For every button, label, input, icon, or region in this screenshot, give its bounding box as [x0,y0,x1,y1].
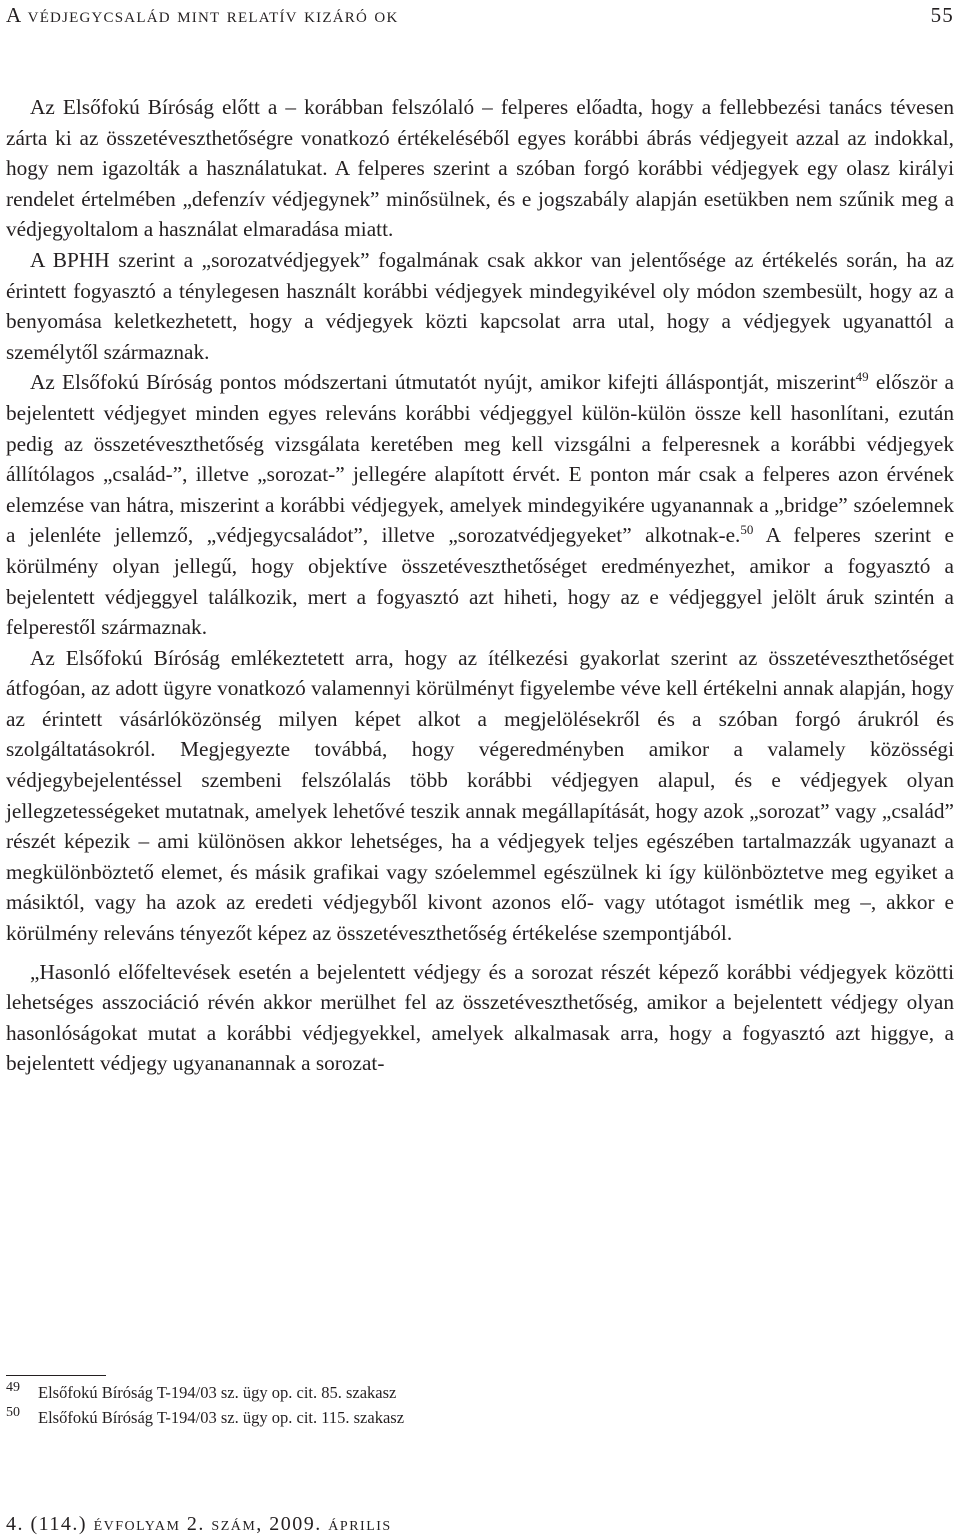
paragraph-5-quote [6,957,954,1079]
footnote-text: Elsőfokú Bíróság T-194/03 sz. ügy op. cit. 115. szakasz [38,1408,405,1427]
paragraph-2 [6,245,954,367]
footnote-50 [6,1405,706,1430]
footnotes [6,1380,706,1430]
footnote-ref-50[interactable]: 50 [740,522,754,538]
running-head [6,3,954,27]
running-head-title: A védjegycsalád mint relatív kizáró ok [6,3,399,27]
footnote-number: 49 [6,1380,20,1395]
paragraph-4 [6,643,954,949]
footnote-number: 50 [6,1405,20,1420]
paragraph-3 [6,367,954,642]
paragraph-3-text-b: először a bejelentett védjegyet minden egyes releváns korábbi védjeggyel külön-külön össze kell hasonlítani, ezután pedig az összetéveszthetőség vizsgálata keretében meg kell vizsgálni a felperesnek a korábbi védjegyek állítólagos „család-”, illetve „sorozat-” jellegére alapított érvét. E ponton már csak a felperes azon érvének elemzése van hátra, miszerint a korábbi védjegyek, amelyek mindegyikére ugyanannak a „bridge” szóelemnek a jelenléte jellemző, „védjegycsaládot”, illetve „sorozatvédjegyeket” alkotnak-e. [6,370,954,548]
footnote-49 [6,1380,706,1405]
paragraph-3-text-c: A felperes szerint e körülmény olyan jellegű, hogy objektíve összetéveszthetőséget eredményezhet, amikor a fogyasztó a bejelentett védjeggyel találkozik, mert a fogyasztó azt hiheti, hogy az e védjeggyel jelölt áruk szintén a felperestől származnak. [6,523,954,640]
paragraph-1 [6,92,954,245]
paragraph-3-text-a: Az Elsőfokú Bíróság pontos módszertani útmutatót nyújt, amikor kifejti álláspontját, miszerint [30,370,856,395]
body-text [6,92,954,1079]
page-number: 55 [930,3,954,27]
footnote-text: Elsőfokú Bíróság T-194/03 sz. ügy op. cit. 85. szakasz [38,1383,397,1402]
paragraph-2-text: A BPHH szerint a „sorozatvédjegyek” fogalmának csak akkor van jelentősége az értékelés során, ha az érintett fogyasztó a ténylegesen használt korábbi védjegyek mindegyikével oly módon szembesült, hogy az a benyomása keletkezhetett, hogy a védjegyek közti kapcsolat arra utal, hogy a védjegyek ugyanattól a személytől származnak. [6,247,954,364]
paragraph-4-text: Az Elsőfokú Bíróság emlékeztetett arra, hogy az ítélkezési gyakorlat szerint az összetéveszthetőséget átfogóan, az adott ügyre vonatkozó valamennyi körülményt figyelembe véve kell értékelni annak alapján, hogy az érintett vásárlóközönség milyen képet alkot a megjelölésekről és a szóban forgó árukról és szolgáltatásokról. Megjegyezte továbbá, hogy végeredményben amikor a valamely közösségi védjegybejelentéssel szembeni felszólalás több korábbi védjegyen alapul, és e védjegyek olyan jellegzetességeket mutatnak, amelyek lehetővé teszik annak megállapítását, hogy azok „sorozat” vagy „család” részét képezik – ami különösen akkor lehetséges, ha a védjegyek teljes egészében tartalmazzák ugyanazt a megkülönböztető elemet, és másik grafikai vagy szóelemmel egészülnek ki így különböztetve meg egyiket a másiktól, vagy ha azok az eredeti védjegyből kivont azonos elő- vagy utótagot ismétlik meg –, akkor e körülmény releváns tényezőt képez az összetéveszthetőség értékelése szempontjából. [6,645,954,946]
running-foot: 4. (114.) évfolyam 2. szám, 2009. április [6,1513,392,1535]
paragraph-5-text: „Hasonló előfeltevések esetén a bejelentett védjegy és a sorozat részét képező korábbi védjegyek közötti lehetséges asszociáció révén akkor merülhet fel az összetéveszthetőség, amikor a bejelentett védjegy olyan hasonlóságokat mutat a korábbi védjegyekkel, amelyek alkalmasak arra, hogy a fogyasztó azt higgye, a bejelentett védjegy ugyananannak a sorozat- [6,959,954,1076]
footnote-divider [6,1375,106,1376]
footnote-ref-49[interactable]: 49 [855,369,869,385]
paragraph-1-text: Az Elsőfokú Bíróság előtt a – korábban felszólaló – felperes előadta, hogy a fellebbezési tanács tévesen zárta ki az összetéveszthetőségre vonatkozó értékeléséből egyes korábbi ábrás védjegyeit azzal az indokkal, hogy nem igazolták a használatukat. A felperes szerint a szóban forgó korábbi védjegyek egy olasz királyi rendelet értelmében „defenzív védjegynek” minősülnek, és e jogszabály alapján esetükben nem szűnik meg a védjegyoltalom a használat elmaradása miatt. [6,95,954,242]
